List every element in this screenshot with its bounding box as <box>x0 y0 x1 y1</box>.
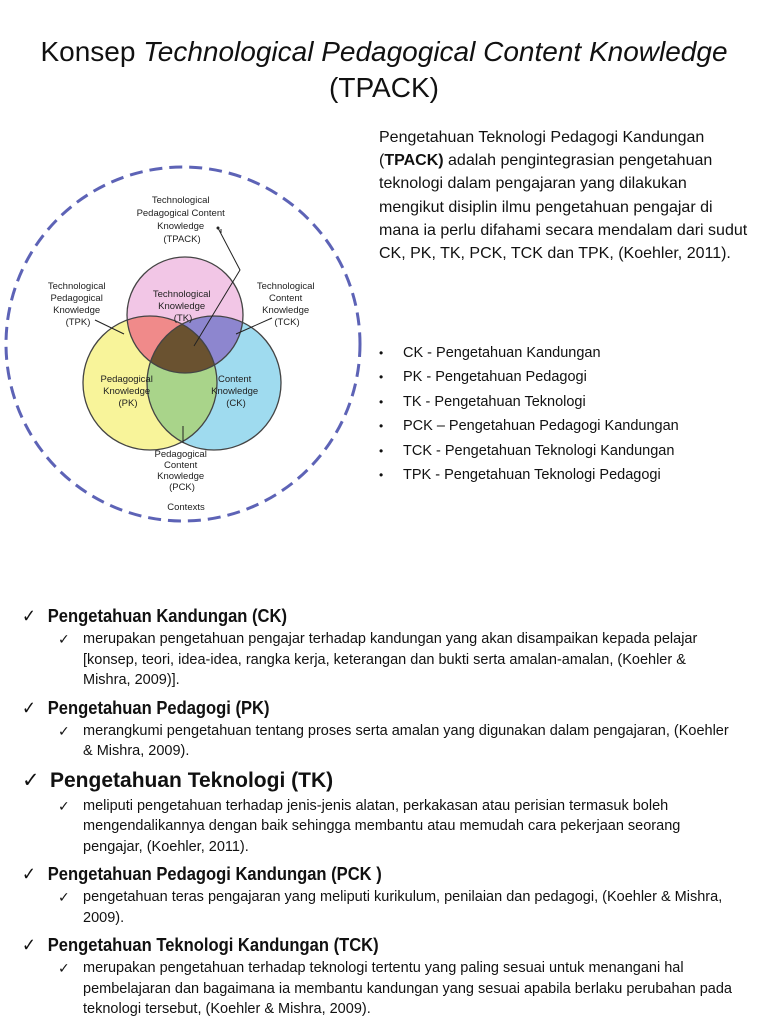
tpk-label: Technological Pedagogical Knowledge (TPK) <box>47 281 106 328</box>
intro-before: Pengetahuan Teknologi Pedagogi Kandungan ( <box>379 129 705 170</box>
section-tk <box>22 766 742 858</box>
checkmark-icon: ✓ <box>58 722 70 739</box>
tpack-venn-svg <box>0 160 370 530</box>
list-item: • PCK – Pengetahuan Pedagogi Kandungan <box>379 414 759 438</box>
intro-bold: TPACK) <box>384 152 444 170</box>
page-title <box>40 34 728 106</box>
checkmark-icon: ✓ <box>22 864 36 884</box>
section-body: ✓ merupakan pengetahuan terhadap teknologi tertentu yang paling sesuai untuk menangani hal pembelajaran dan bagaimana ia membantu kandungan yang sesuai apabila berlaku perubahan pada teknologi tersebut, (Koehler & Mishra, 2009). <box>58 960 732 1017</box>
section-tck <box>22 932 742 1020</box>
tpack-diagram <box>0 160 370 530</box>
ck-label: Content Knowledge (CK) <box>211 374 259 409</box>
section-heading: ✓ Pengetahuan Teknologi (TK) <box>22 766 742 796</box>
list-item: • PK - Pengetahuan Pedagogi <box>379 365 759 389</box>
section-heading: ✓ Pengetahuan Teknologi Kandungan (TCK) <box>22 932 684 958</box>
bullet-icon: • <box>379 443 384 458</box>
checkmark-icon: ✓ <box>58 960 70 976</box>
section-heading: ✓ Pengetahuan Pedagogi Kandungan (PCK ) <box>22 861 684 887</box>
contexts-label: Contexts <box>167 502 205 513</box>
definition-sections <box>22 603 742 1024</box>
checkmark-icon: ✓ <box>22 606 36 626</box>
tpack-label: Technological Pedagogical Content Knowledge (TPACK) <box>136 195 225 245</box>
tck-label: Technological Content Knowledge (TCK) <box>256 281 315 328</box>
section-pk <box>22 695 742 762</box>
intro-after: adalah pengintegrasian pengetahuan teknologi dalam pengajaran yang dilakukan mengikut disiplin ilmu pengetahuan pengajar di mana ia perlu difahami secara mendalam dari sudut CK, PK, TK, PCK, TCK dan TPK, (Koehler, 2011). <box>379 152 748 263</box>
section-pck <box>22 861 742 928</box>
checkmark-icon: ✓ <box>58 797 70 814</box>
section-heading: ✓ Pengetahuan Pedagogi (PK) <box>22 695 684 721</box>
title-part1: Konsep <box>40 36 144 67</box>
checkmark-icon: ✓ <box>58 631 70 647</box>
list-item: • TPK - Pengetahuan Teknologi Pedagogi <box>379 463 759 487</box>
bullet-icon: • <box>379 394 384 409</box>
bullet-icon: • <box>379 419 384 434</box>
checkmark-icon: ✓ <box>22 697 36 718</box>
section-ck <box>22 603 742 691</box>
list-item: • TCK - Pengetahuan Teknologi Kandungan <box>379 439 759 463</box>
bullet-icon: • <box>379 370 384 385</box>
tk-label: Technological Knowledge (TK) <box>152 289 211 324</box>
list-item: • CK - Pengetahuan Kandungan <box>379 341 759 365</box>
section-body: ✓ merangkumi pengetahuan tentang proses serta amalan yang digunakan dalam pengajaran, (Koehler & Mishra, 2009). <box>58 722 729 759</box>
title-part2: (TPACK) <box>329 72 439 103</box>
title-italic: Technological Pedagogical Content Knowledge <box>143 36 728 67</box>
checkmark-icon: ✓ <box>22 935 36 955</box>
section-heading: ✓ Pengetahuan Kandungan (CK) <box>22 603 684 629</box>
checkmark-icon: ✓ <box>22 768 40 792</box>
section-body: ✓ merupakan pengetahuan pengajar terhadap kandungan yang akan disampaikan kepada pelajar [konsep, teori, idea-idea, rangka kerja, keterangan dan bukti serta amalan-amalan, (Koehler & Mishra, 2009)]. <box>58 631 698 688</box>
section-body: ✓ meliputi pengetahuan terhadap jenis-jenis alatan, perkakasan atau perisian termasuk boleh mengendalikannya dengan baik sehingga membantu atau memudah cara pekerjaan seorang pengajar, (Koehler, 2011). <box>58 797 681 855</box>
abbreviation-list <box>379 341 759 487</box>
pck-label: Pedagogical Content Knowledge (PCK) <box>154 449 207 493</box>
checkmark-icon: ✓ <box>58 889 70 905</box>
section-body: ✓ pengetahuan teras pengajaran yang meliputi kurikulum, penilaian dan pedagogi, (Koehler & Mishra, 2009). <box>58 889 723 926</box>
pk-label: Pedagogical Knowledge (PK) <box>100 374 153 409</box>
list-item: • TK - Pengetahuan Teknologi <box>379 390 759 414</box>
bullet-icon: • <box>379 468 384 483</box>
intro-paragraph <box>379 126 749 265</box>
bullet-icon: • <box>379 346 384 360</box>
